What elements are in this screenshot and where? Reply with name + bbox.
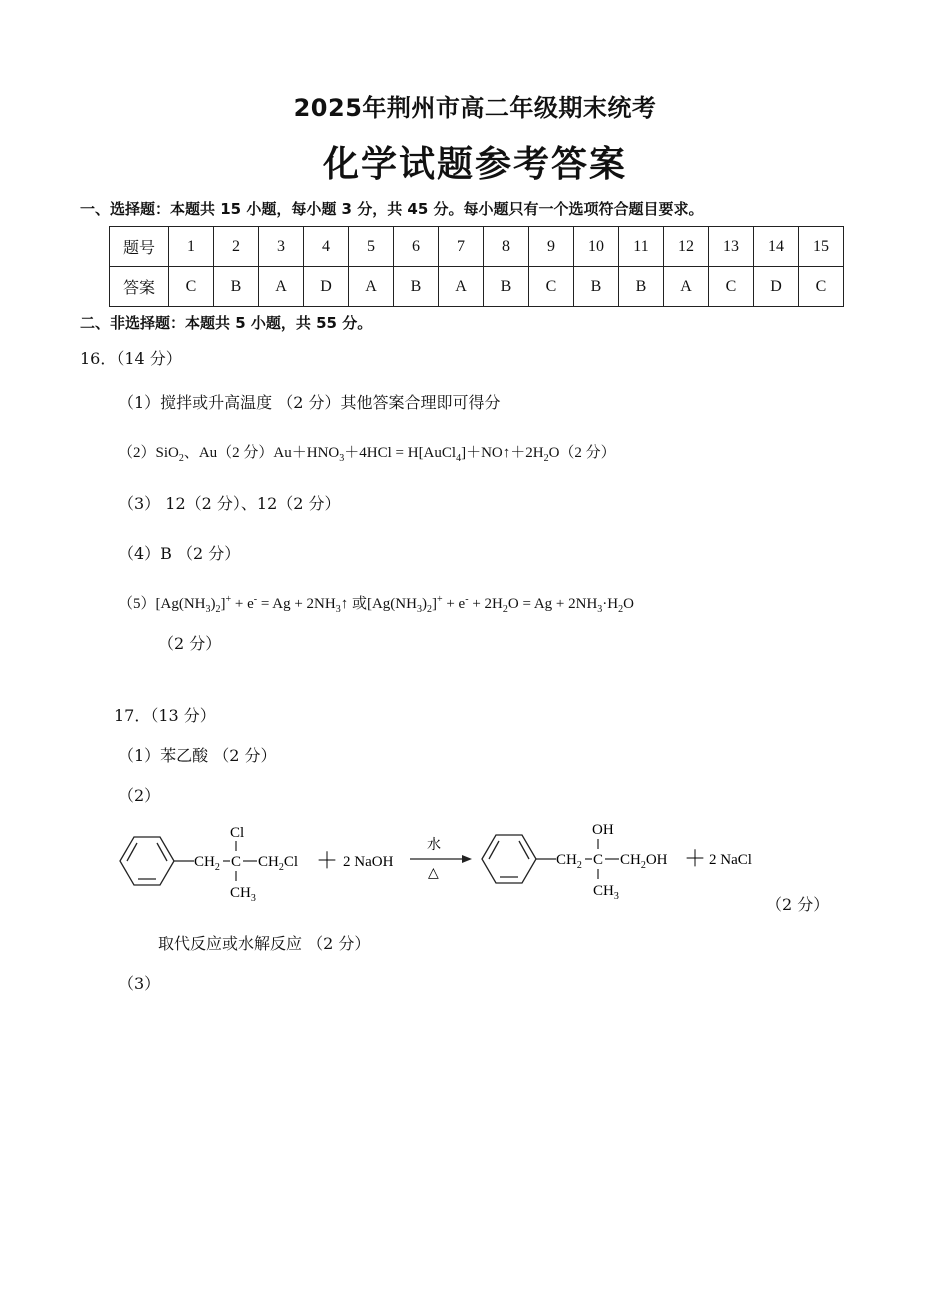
- q17-part3: （3）: [118, 974, 161, 993]
- q16-p5-text: ]: [431, 596, 437, 612]
- subscript: 2: [178, 453, 184, 464]
- question-number: 10: [574, 227, 619, 267]
- q16-part5-score: （2 分）: [158, 634, 222, 653]
- subscript: 3: [205, 604, 211, 615]
- table-row: [110, 227, 844, 267]
- q17-label: 17．（13 分）: [114, 706, 216, 725]
- ch2cl-group: $CH_2Cl$: [258, 854, 299, 873]
- question-number: 3: [259, 227, 304, 267]
- ch3-left: $CH_3$: [230, 885, 256, 904]
- ch2oh-group: $CH_2OH$: [620, 852, 668, 871]
- ch3-right: $CH_3$: [593, 883, 619, 902]
- table-row: [110, 267, 844, 307]
- product-nacl: 2 NaCl: [709, 852, 752, 868]
- condition-heat: △: [428, 866, 439, 881]
- q17-equation-score: （2 分）: [766, 895, 830, 914]
- ch2-left: $CH_2$: [194, 854, 220, 873]
- benzene-ring-left: [120, 837, 194, 885]
- q16-p5-text: ): [421, 596, 427, 612]
- answer-cell: D: [754, 267, 799, 307]
- question-number: 8: [484, 227, 529, 267]
- q16-p5-text: = Ag + 2NH: [257, 596, 336, 612]
- subscript: 2: [618, 604, 624, 615]
- q16-p5-text: + e: [231, 596, 254, 612]
- answer-cell: C: [529, 267, 574, 307]
- q16-p5-text: ]: [220, 596, 226, 612]
- arrow-head-icon: [462, 855, 472, 863]
- answer-cell: A: [664, 267, 709, 307]
- q17-part2: （2）: [118, 786, 161, 805]
- q17-part1: （1）苯乙酸 （2 分）: [118, 746, 277, 765]
- q16-part2: [118, 441, 616, 464]
- q16-p5-text: ): [210, 596, 216, 612]
- q16-p2-text: O（2 分）: [548, 445, 616, 461]
- q16-p5-text: ↑ 或[Ag(NH: [340, 596, 417, 612]
- condition-water: 水: [427, 838, 441, 853]
- ch2-right: $CH_2$: [556, 852, 582, 871]
- q16-p5-text: + 2H: [468, 596, 503, 612]
- question-number: 12: [664, 227, 709, 267]
- question-number: 13: [709, 227, 754, 267]
- question-number: 7: [439, 227, 484, 267]
- answer-cell: A: [439, 267, 484, 307]
- question-number: 2: [214, 227, 259, 267]
- question-number: 6: [394, 227, 439, 267]
- q16-part4: （4）B （2 分）: [118, 544, 241, 563]
- row-label-answer: 答案: [110, 267, 169, 307]
- answer-table: [109, 226, 844, 307]
- carbon-right: C: [593, 852, 604, 868]
- superscript: +: [225, 594, 232, 605]
- plus-sign: ＋: [684, 846, 707, 871]
- q16-p2-text: 、Au（2 分）Au＋HNO: [183, 445, 340, 461]
- subscript: 2: [215, 604, 221, 615]
- q16-p5-text: O: [623, 596, 634, 612]
- q17-reaction-type: 取代反应或水解反应 （2 分）: [158, 934, 371, 953]
- answer-cell: B: [214, 267, 259, 307]
- q16-p2-text: ＋4HCl = H[AuCl: [344, 445, 457, 461]
- hydroxyl-substituent: OH: [592, 822, 614, 838]
- q16-p5-text: （5）[Ag(NH: [118, 596, 206, 612]
- question-number: 4: [304, 227, 349, 267]
- superscript: -: [465, 594, 469, 605]
- answer-cell: C: [709, 267, 754, 307]
- reagent-naoh: 2 NaOH: [343, 854, 394, 870]
- reaction-equation: [110, 815, 830, 910]
- subscript: 3: [339, 453, 345, 464]
- exam-title: 2025年荆州市高二年级期末统考: [293, 94, 657, 122]
- section2-heading: 二、非选择题：本题共 5 小题，共 55 分。: [80, 314, 373, 332]
- subscript: 4: [456, 453, 462, 464]
- answer-cell: D: [304, 267, 349, 307]
- chlorine-substituent: Cl: [230, 825, 245, 841]
- q16-p2-text: （2）SiO: [118, 445, 179, 461]
- superscript: +: [436, 594, 443, 605]
- answer-cell: B: [484, 267, 529, 307]
- subscript: 2: [426, 604, 432, 615]
- carbon-left: C: [231, 854, 242, 870]
- question-number: 1: [169, 227, 214, 267]
- question-number: 9: [529, 227, 574, 267]
- q16-p2-text: ]＋NO↑＋2H: [461, 445, 544, 461]
- question-number: 14: [754, 227, 799, 267]
- answer-cell: C: [169, 267, 214, 307]
- answer-key-title: 化学试题参考答案: [322, 144, 627, 185]
- row-label-question: 题号: [110, 227, 169, 267]
- q16-part3: （3） 12（2 分）、12（2 分）: [118, 494, 341, 513]
- subscript: 3: [597, 604, 603, 615]
- q16-part1: （1）搅拌或升高温度 （2 分）其他答案合理即可得分: [118, 393, 501, 412]
- answer-cell: A: [349, 267, 394, 307]
- q16-p5-text: ·H: [602, 596, 619, 612]
- subscript: 3: [335, 604, 341, 615]
- answer-cell: B: [619, 267, 664, 307]
- answer-cell: B: [394, 267, 439, 307]
- question-number: 11: [619, 227, 664, 267]
- section1-heading: 一、选择题：本题共 15 小题，每小题 3 分，共 45 分。每小题只有一个选项符合题目要求。: [80, 200, 704, 218]
- subscript: 2: [502, 604, 508, 615]
- question-number: 5: [349, 227, 394, 267]
- q16-label: 16．（14 分）: [80, 349, 182, 368]
- superscript: -: [253, 594, 258, 605]
- answer-cell: C: [799, 267, 844, 307]
- answer-cell: A: [259, 267, 304, 307]
- benzene-ring-right: [482, 835, 556, 883]
- q16-p5-text: O = Ag + 2NH: [507, 596, 598, 612]
- subscript: 3: [416, 604, 422, 615]
- q16-p5-text: + e: [442, 596, 466, 612]
- subscript: 2: [543, 453, 549, 464]
- q16-part5: [118, 592, 634, 615]
- question-number: 15: [799, 227, 844, 267]
- plus-sign: ＋: [316, 848, 339, 873]
- answer-cell: B: [574, 267, 619, 307]
